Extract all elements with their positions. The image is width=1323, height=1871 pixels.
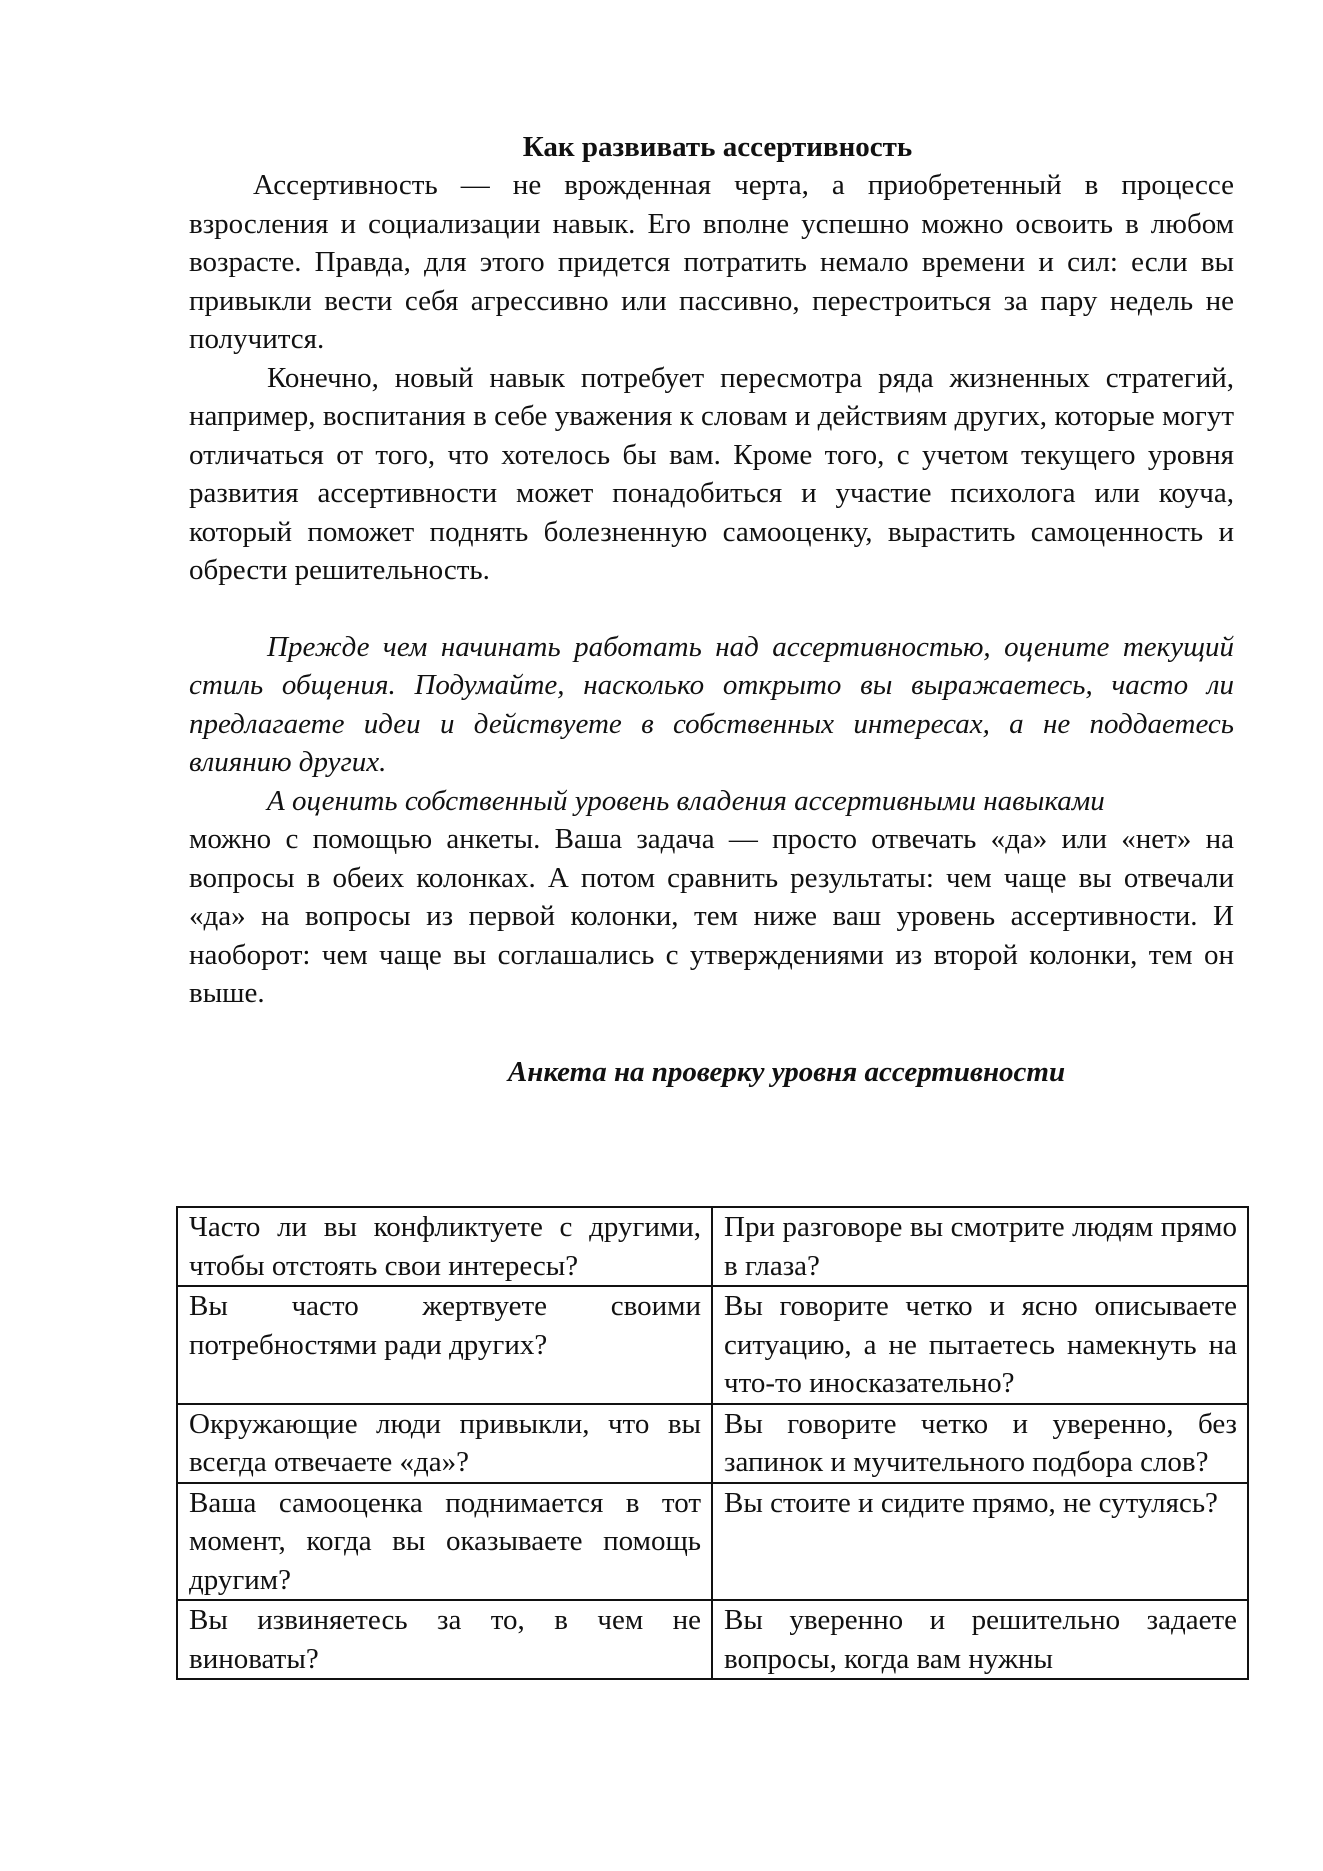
survey-question-left: Вы часто жертвуете своими потребностями ради других? bbox=[177, 1286, 712, 1404]
paragraph-gap bbox=[189, 590, 1234, 628]
paragraph-questionnaire-instructions: можно с помощью анкеты. Ваша задача — просто отвечать «да» или «нет» на вопросы в обеих колонках. А потом сравнить результаты: чем чаще вы отвечали «да» на вопросы из первой колонки, тем ниже ваш уровень ассертивности. И наоборот: чем чаще вы соглашались с утверждениями из второй колонки, тем он выше. bbox=[189, 823, 1234, 1009]
survey-question-left: Ваша самооценка поднимается в тот момент, когда вы оказываете помощь другим? bbox=[177, 1483, 712, 1601]
table-row bbox=[177, 1483, 1248, 1601]
paragraph-skill: Конечно, новый навык потребует пересмотра ряда жизненных стратегий, например, воспитания в себе уважения к словам и действиям других, которые могут отличаться от того, что хотелось бы вам. Кроме того, с учетом текущего уровня развития ассертивности может понадобиться и участие психолога или коуча, который поможет поднять болезненную самооценку, вырастить самоценность и обрести решительность. bbox=[189, 361, 1234, 586]
survey-table bbox=[176, 1206, 1249, 1680]
table-row bbox=[177, 1404, 1248, 1483]
paragraph-gap bbox=[189, 1013, 1234, 1053]
paragraph-intro: Ассертивность — не врожденная черта, а приобретенный в процессе взросления и социализации навык. Его вполне успешно можно освоить в любом возрасте. Правда, для этого придется потратить немало времени и сил: если вы привыкли вести себя агрессивно или пассивно, перестроиться за пару недель не получится. bbox=[189, 169, 1234, 355]
paragraph-assess-style: Прежде чем начинать работать над ассертивностью, оцените текущий стиль общения. Подумайте, насколько открыто вы выражаетесь, часто ли предлагаете идеи и действуете в собственных интересах, а не поддаетесь влиянию других. bbox=[189, 630, 1234, 778]
page-title: Как развивать ассертивность bbox=[522, 131, 913, 163]
paragraph-assess-level: А оценить собственный уровень владения ассертивными навыками bbox=[267, 784, 1105, 817]
survey-question-right: Вы уверенно и решительно задаете вопросы, когда вам нужны bbox=[712, 1600, 1248, 1679]
table-row bbox=[177, 1207, 1248, 1286]
survey-question-right: Вы стоите и сидите прямо, не сутулясь? bbox=[712, 1483, 1248, 1601]
document-body bbox=[189, 128, 1234, 1091]
survey-question-left: Вы извиняетесь за то, в чем не виноваты? bbox=[177, 1600, 712, 1679]
survey-question-left: Часто ли вы конфликтуете с другими, чтобы отстоять свои интересы? bbox=[177, 1207, 712, 1286]
survey-question-right: При разговоре вы смотрите людям прямо в глаза? bbox=[712, 1207, 1248, 1286]
survey-question-right: Вы говорите четко и уверенно, без запинок и мучительного подбора слов? bbox=[712, 1404, 1248, 1483]
table-row bbox=[177, 1286, 1248, 1404]
table-row bbox=[177, 1600, 1248, 1679]
survey-question-left: Окружающие люди привыкли, что вы всегда отвечаете «да»? bbox=[177, 1404, 712, 1483]
survey-question-right: Вы говорите четко и ясно описываете ситуацию, а не пытаетесь намекнуть на что-то иносказательно? bbox=[712, 1286, 1248, 1404]
survey-title: Анкета на проверку уровня ассертивности bbox=[507, 1055, 1066, 1088]
